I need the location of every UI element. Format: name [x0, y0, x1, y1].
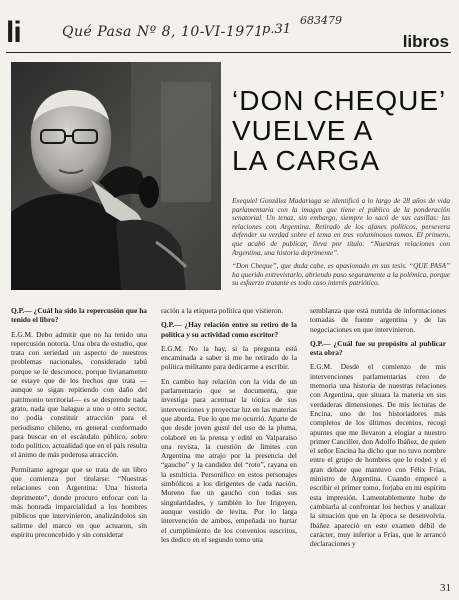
header-rule [6, 52, 451, 53]
text-column-3 [310, 306, 446, 553]
caption-paragraph: “Don Cheque”, que duda cabe, es apasionado en sus tesis. “QUE PASA” ha querido entrevistarlo, abriendo paso seguramente a la polémica, porque su esfuerzo tratante es todo caso interés patriótico. [232, 262, 450, 288]
portrait-photo [11, 62, 221, 290]
photo-caption [232, 197, 450, 293]
title-line: ‘DON CHEQUE’ [232, 85, 447, 116]
interview-question: Q.P.— ¿Cuál fue su propósito al publicar esta obra? [310, 338, 446, 358]
text-column-1 [11, 306, 147, 544]
text-column-2 [161, 306, 297, 549]
interview-answer: E.G.M. Debo admitir que no ha tenido una repercusión notoria. Una obra de estudio, que trata con seriedad un aspecto de nuestros problemas nacionales, considerado tabú porque se le desconoce, porque livianamente se estaye que de los hechos que trata —aunque se sigan repitiendo con daño del patrimonio territorial— es se desprende nada grato, nada que halague a uno u otro sector, no podía constituir atracción para el periodismo chileno, en general conformado para buscar en el escándalo público, sobre todo político, actualidad que en el país resulta el ánimo de más poderosa atracción. [11, 329, 147, 460]
caption-paragraph: Exequiel González Madariaga se identificó a lo largo de 28 años de vida parlamentaria con la imagen que tiene el público de la ponderación senatorial. Un tenaz, sin embargo, siempre lo sacó de sus casillas: las relaciones con Argentina. Retirado de los afanes políticos, persevera defender su verdad sobre el tema en tres voluminosos tomos. El primero, que acabó de publicar, lleva por título: “Nuestras relaciones con Argentina, una historia deprimente”. [232, 197, 450, 257]
interview-answer: En cambio hay relación con la vida de un parlamentario que se documenta, que investiga para acentuar la tónica de sus intervenciones y proyectar luz en las materias que aborda. Fue lo que me ocurrió. Aparte de que desde joven gusté del uso de la pluma, colaboré en la prensa y edité en Valparaíso una revista, la cuestión de límites con Argentina me atrajo por la presencia del “gaucho” y la candidez del “roto”, rayana en la estulticia. Personifico en estos personajes simbólicos a los dirigentes de cada nación. Moreno fue un gaucho con todas sus singularidades, y también lo fue Irigoyen, aunque vestido de levita. Por lo larga intervención de ambos, empeñada no hurtar el cumplimiento de los convenios suscritos, les dedico en el segundo tomo una [161, 376, 297, 544]
section-name: libros [402, 32, 449, 51]
interview-question: Q.P.— ¿Cuál ha sido la repercusión que ha tenido el libro? [11, 306, 147, 325]
interview-question: Q.P.— ¿Hay relación entre su retiro de la política y su actividad como escritor? [161, 320, 297, 339]
portrait-photo-graphic [11, 62, 221, 290]
title-line: VUELVE A [232, 115, 374, 146]
handwritten-source-note: Qué Pasa Nº 8, 10-VI-1971 [62, 24, 264, 40]
interview-answer: semblanza que está nutrida de informaciones tomadas de fuente argentina y de las negociaciones en que intervinieron. [310, 306, 446, 334]
handwritten-number-note: 683479 [300, 14, 342, 27]
article-title [232, 86, 452, 176]
title-line: LA CARGA [232, 145, 381, 176]
page-number: 31 [440, 582, 451, 594]
interview-answer: E.G.M. No la hay, si la pregunta está encaminada a saber si me he retirado de la política militante para dedicarme a escribir. [161, 343, 297, 372]
interview-answer: E.G.M. Desde el comienzo de mis intervenciones parlamentarias creo de memoria una historia de nuestras relaciones con Argentina, que situara la materia en sus verdaderas dimensiones. De mis lecturas de Encina, uno de los historiadores más completos de los últimos decenios, recogí apuntes que me llevaron a elogiar a nuestro primer Canciller, don Adolfo Ibáñez, de quien el señor Encina ha dicho que no tuvo nombre entre el grupo de hombres que le rodeó y el gran debate que mantuvo con Félix Frías, ministro de Argentina. Cuando empecé a escribir el primer tomo, forjaba en mi espíritu esta impresión. Lamentablemente hube de cambiarla al confrontar los hechos y analizar la situación que en la época se desenvolvía. Ibáñez apareció en este examen débil de carácter, muy inferior a Frías, que le arrancó declaraciones y [310, 362, 446, 549]
section-code: li [6, 16, 21, 49]
interview-answer: ración a la etiqueta política que vistieron. [161, 306, 284, 315]
handwritten-page-note: p.31 [262, 22, 291, 37]
interview-answer: Permítame agregar que se trata de un libro que comienza por titularse: “Nuestras relaciones con Argentina: Una historia deprimente”, donde procuro enfocar con la más honrada imparcialidad a los hombres públicos que intervinieron, analizándolos sin salirme del marco en que actuaron, sin espíritu preconcebido y sin considerar [11, 464, 147, 539]
